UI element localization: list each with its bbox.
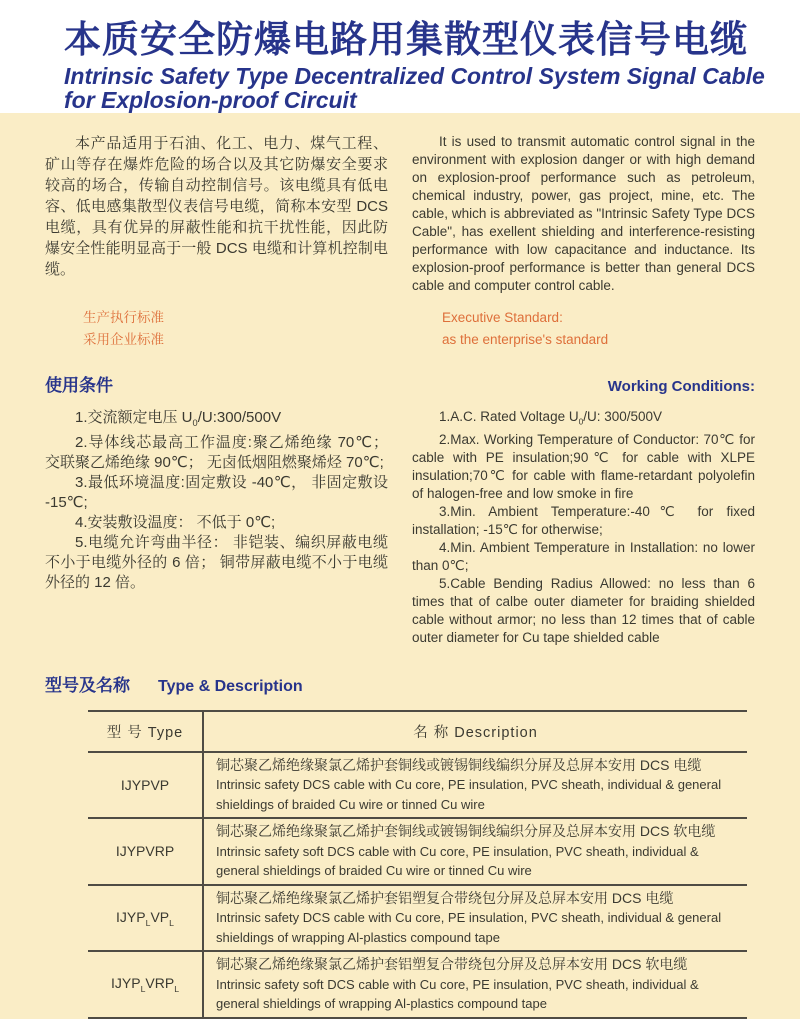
table-header-row xyxy=(88,711,747,752)
type-description-table xyxy=(88,710,747,1019)
description-english: Intrinsic safety DCS cable with Cu core, PE insulation, PVC sheath, individual & general shieldings of braided Cu wire or tinned Cu wire xyxy=(216,777,722,812)
type-heading-english: Type & Description xyxy=(158,677,303,695)
table-header-description: 名 称 Description xyxy=(203,711,747,752)
type-heading-chinese: 型号及名称 xyxy=(45,675,130,695)
standard-english-line1: Executive Standard: xyxy=(442,310,563,325)
condition-item-en: 4.Min. Ambient Temperature in Installation: no lower than 0℃; xyxy=(412,539,755,573)
standard-section xyxy=(45,307,755,351)
description-english: Intrinsic safety soft DCS cable with Cu core, PE insulation, PVC sheath, individual & general shieldings of braided Cu wire or tinned Cu wire xyxy=(216,843,699,879)
description-chinese: 铜芯聚乙烯绝缘聚氯乙烯护套铜线或镀锡铜线编织分屏及总屏本安用 DCS 电缆 xyxy=(216,756,702,773)
intro-section xyxy=(45,133,755,295)
page-title-chinese: 本质安全防爆电路用集散型仪表信号电缆 xyxy=(64,19,748,60)
conditions-list-chinese xyxy=(45,408,388,647)
condition-item-zh: 1.交流额定电压 $U_0/U:300/500V$ xyxy=(75,409,282,428)
condition-item-zh: 2.导体线芯最高工作温度:聚乙烯绝缘 70℃； 交联聚乙烯绝缘 90℃； 无卤低烟阻燃聚烯烃 70℃; xyxy=(45,434,388,471)
page-title-english-line2: for Explosion-proof Circuit xyxy=(64,87,357,113)
page-body xyxy=(0,133,800,1019)
description-english: Intrinsic safety soft DCS cable with Cu core, PE insulation, PVC sheath, individual & general shieldings of wrapping Al-plastics compound tape xyxy=(216,976,699,1012)
condition-item-en: 2.Max. Working Temperature of Conductor: 70℃ for cable with PE insulation;90℃ for cable with XLPE insulation;70℃ for cable with flame-retardant polyolefin of halogen-free and low smoke in fire xyxy=(412,431,755,501)
condition-item-en: 3.Min. Ambient Temperature:-40℃ for fixed installation; -15℃ for otherwise; xyxy=(412,503,755,537)
description-english: Intrinsic safety DCS cable with Cu core, PE insulation, PVC sheath, individual & general shieldings of wrapping Al-plastics compound tape xyxy=(216,910,722,945)
condition-item-zh: 4.安装敷设温度： 不低于 0℃; xyxy=(75,514,276,531)
type-code: IJYPVRP xyxy=(88,818,203,885)
type-code: IJYPVP xyxy=(88,752,203,819)
table-row xyxy=(88,885,747,952)
type-section-heading xyxy=(45,671,755,696)
conditions-heading-chinese: 使用条件 xyxy=(45,376,113,395)
table-row xyxy=(88,752,747,819)
description-chinese: 铜芯聚乙烯绝缘聚氯乙烯护套铝塑复合带绕包分屏及总屏本安用 DCS 电缆 xyxy=(216,889,674,906)
conditions-list-english xyxy=(412,408,755,647)
table-row xyxy=(88,818,747,885)
table-row xyxy=(88,951,747,1018)
type-code: $IJYP_LVRP_L$ xyxy=(88,951,203,1018)
page-title-english-line1: Intrinsic Safety Type Decentralized Control System Signal Cable xyxy=(64,63,765,89)
standard-chinese xyxy=(45,307,388,351)
standard-english-line2: as the enterprise's standard xyxy=(442,332,609,347)
description-chinese: 铜芯聚乙烯绝缘聚氯乙烯护套铜线或镀锡铜线编织分屏及总屏本安用 DCS 软电缆 xyxy=(216,823,716,840)
condition-item-en: 1.A.C. Rated Voltage $U_0/U$: 300/500V xyxy=(439,409,663,427)
condition-item-en: 5.Cable Bending Radius Allowed: no less than 6 times that of calbe outer diameter for braiding shielded cable without armor; no less than 12 times that of cable outer diameter for Cu tape shielded cable xyxy=(412,575,755,645)
intro-paragraph-english: It is used to transmit automatic control signal in the environment with explosion danger or with high demand on explosion-proof performance such as petroleum, chemical industry, power, gas project, mine, etc. The cable, which is abbreviated as "Intrinsic Safety Type DCS Cable", has exellent shielding and interference-resisting performance with low capacitance and inductance. Its explosion-proof performance is better than general DCS cable and computer control cable. xyxy=(412,134,755,293)
table-header-type: 型 号 Type xyxy=(88,711,203,752)
page-title-english xyxy=(64,64,800,112)
condition-item-zh: 3.最低环境温度:固定敷设 -40℃， 非固定敷设 -15℃; xyxy=(45,474,388,511)
description-chinese: 铜芯聚乙烯绝缘聚氯乙烯护套铝塑复合带绕包分屏及总屏本安用 DCS 软电缆 xyxy=(216,956,688,973)
page-header xyxy=(0,0,800,113)
condition-item-zh: 5.电缆允许弯曲半径： 非铠装、编织屏蔽电缆不小于电缆外径的 6 倍； 铜带屏蔽电缆不小于电缆外径的 12 倍。 xyxy=(45,534,388,591)
conditions-lists xyxy=(45,408,755,647)
conditions-heading-english: Working Conditions: xyxy=(607,378,755,395)
type-code: $IJYP_LVP_L$ xyxy=(88,885,203,952)
standard-chinese-line1: 生产执行标准 xyxy=(83,310,164,325)
intro-paragraph-chinese: 本产品适用于石油、化工、电力、煤气工程、矿山等存在爆炸危险的场合以及其它防爆安全要求较高的场合，传输自动控制信号。该电缆具有低电容、低电感集散型仪表信号电缆，简称本安型 DCS 电缆，具有优异的屏蔽性能和抗干扰性能，因此防爆安全性能明显高于一般 DCS 电缆和计算机控制电缆。 xyxy=(45,135,388,278)
conditions-headings xyxy=(45,371,755,396)
standard-english xyxy=(412,307,755,351)
standard-chinese-line2: 采用企业标准 xyxy=(83,332,164,347)
